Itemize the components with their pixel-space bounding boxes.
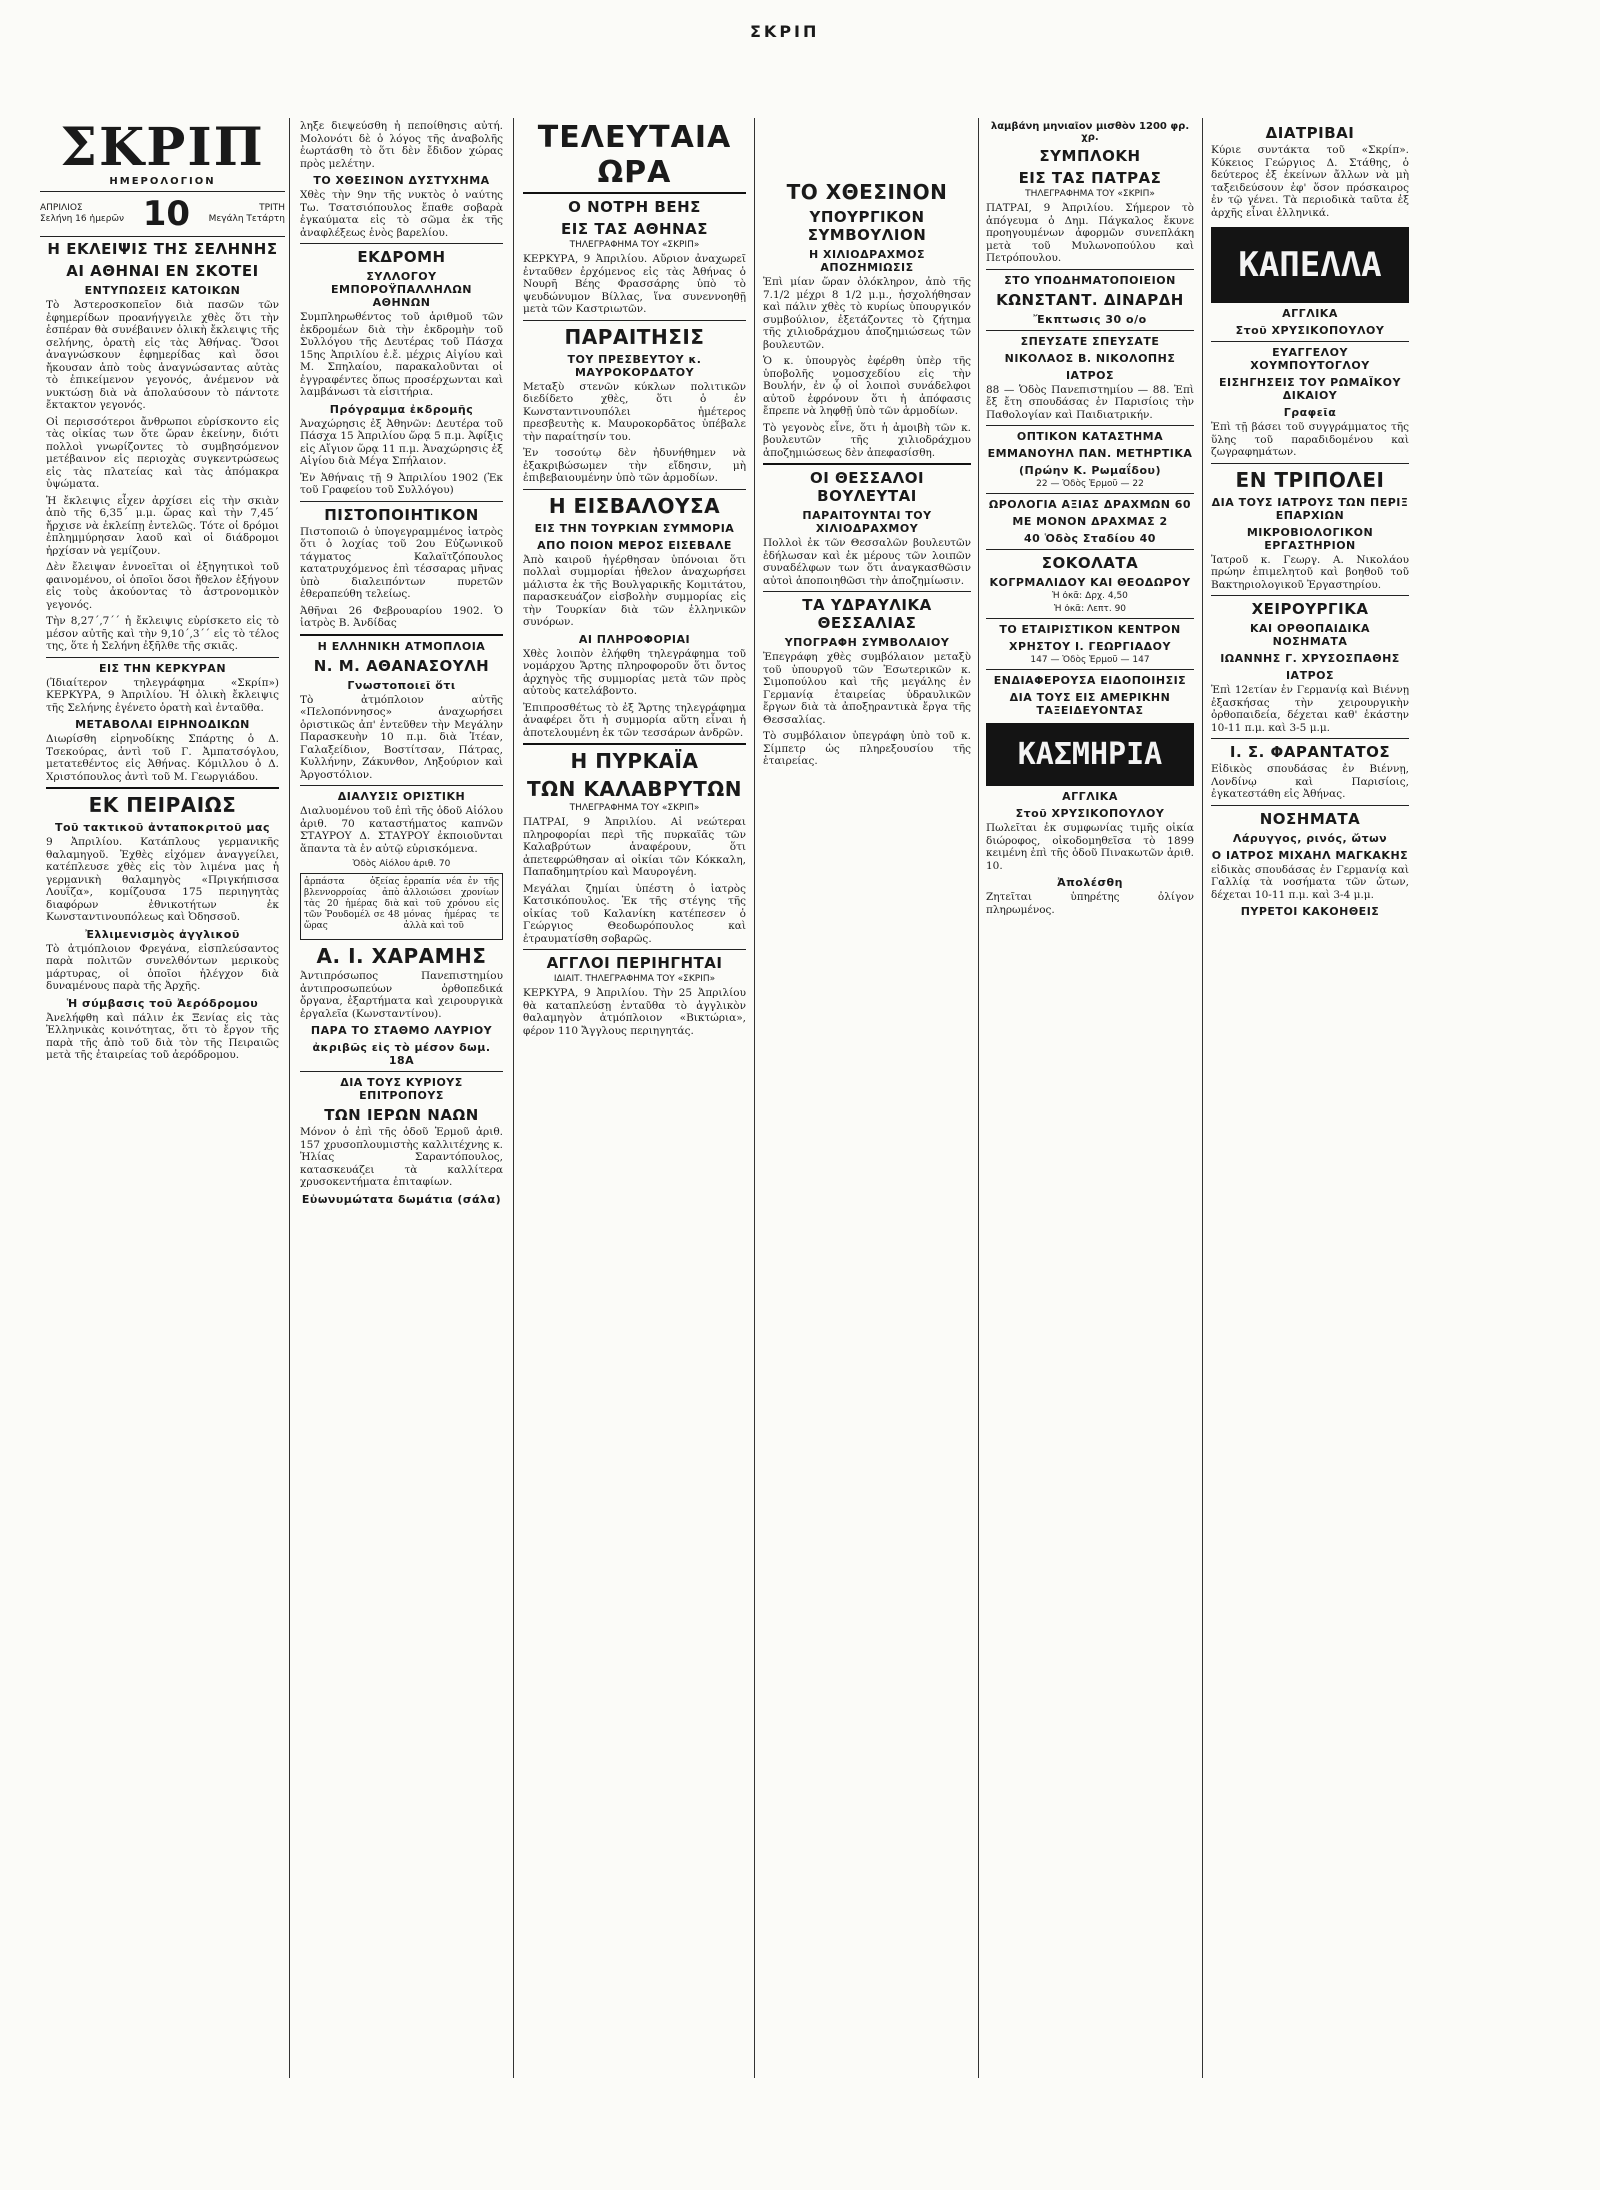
ad-headline: ΧΡΗΣΤΟΥ Ι. ΓΕΩΡΓΙΑΔΟΥ xyxy=(1009,640,1171,653)
column-6 xyxy=(1205,120,1415,2080)
masthead-moon: Σελήνη 16 ἡμερῶν xyxy=(40,214,125,224)
ad-paragraph: Ἰατροῦ κ. Γεωργ. Α. Νικολάου πρώην ἐπιμελητοῦ καὶ βοηθοῦ τοῦ Βακτηριολογικοῦ Ἐργαστηρίου. xyxy=(1211,553,1409,591)
price: Ἡ ὀκᾶ: Λεπτ. 90 xyxy=(1053,604,1127,614)
ad-headline: ΜΙΚΡΟΒΙΟΛΟΓΙΚΟΝ ΕΡΓΑΣΤΗΡΙΟΝ xyxy=(1246,525,1374,552)
article-paragraph: Ἡ ἔκλειψις εἶχεν ἀρχίσει εἰς τὴν σκιὰν ἀπὸ τῆς 6,35΄ μ.μ. ὥρας καὶ τὴν 7,45΄ ἤρχισε νὰ ἐκλείπῃ ἐντελῶς. Τότε οἱ δρόμοι ἐπλημμύρησαν λαοῦ καὶ οἱ διάδρομοι ἠρχίσαν νὰ γεμίζουν. xyxy=(46,494,279,557)
article-paragraph: Τὸ γεγονὸς εἶνε, ὅτι ἡ ἀμοιβὴ τῶν κ. βουλευτῶν τῆς χιλιοδράχμου ἀποζημιώσεως δὲν ἀπεφασίσθη. xyxy=(763,421,971,459)
masthead-date-row xyxy=(40,191,285,237)
dateline: ΙΔΙΑΙΤ. ΤΗΛΕΓΡΑΦΗΜΑ ΤΟΥ «ΣΚΡΙΠ» xyxy=(553,974,716,984)
subheadline: ΤΟΥ ΠΡΕΣΒΕΥΤΟΥ κ. ΜΑΥΡΟΚΟΡΔΑΤΟΥ xyxy=(567,352,702,379)
headline: ΤΩΝ ΙΕΡΩΝ ΝΑΩΝ xyxy=(324,1106,479,1124)
headline: ΤΟ ΧΘΕΣΙΝΟΝ xyxy=(786,180,948,204)
ad-headline: ΕΥΑΓΓΕΛΟΥ ΧΟΥΜΠΟΥΤΟΓΛΟΥ xyxy=(1250,346,1370,372)
subheadline: Ἐλλιμενισμὸς ἀγγλικοῦ xyxy=(85,927,240,941)
ad-headline: (Πρώην Κ. Ρωμαΐδου) xyxy=(1019,464,1161,477)
ad-headline: ΔΙΑ ΤΟΥΣ ΙΑΤΡΟΥΣ ΤΩΝ ΠΕΡΙΞ ΕΠΑΡΧΙΩΝ xyxy=(1211,495,1409,522)
article-paragraph: (Ἰδιαίτερον τηλεγράφημα «Σκρίπ») ΚΕΡΚΥΡΑ, 9 Ἀπριλίου. Ἡ ὁλικὴ ἔκλειψις τῆς Σελήνης ἐγένετο ὁρατὴ καὶ ἐνταῦθα. xyxy=(46,676,279,714)
headline: ΠΙΣΤΟΠΟΙΗΤΙΚΟΝ xyxy=(324,505,479,524)
article-paragraph: Ἐπεγράφη χθὲς συμβόλαιον μεταξὺ τοῦ ὑπουργοῦ τῶν Ἐσωτερικῶν κ. Σιμοπούλου καὶ τῆς μεγάλης ἐν Γερμανίᾳ ἑταιρείας ὑδραυλικῶν ἔργων διὰ τὰ ἀποξηραντικὰ ἔργα τῆς Θεσσαλίας. xyxy=(763,651,971,726)
address: 40 Ὁδὸς Σταδίου 40 xyxy=(1024,532,1156,545)
subheadline: ἀκριβῶς εἰς τὸ μέσον δωμ. 18Α xyxy=(312,1041,491,1067)
column-3 xyxy=(517,120,752,2080)
ad-headline: ΕΝ ΤΡΙΠΟΛΕΙ xyxy=(1235,467,1385,492)
ad-paragraph: 88 — Ὁδὸς Πανεπιστημίου — 88. Ἐπὶ ἔξ ἔτη σπουδάσας ἐν Παρισίοις τὴν Παθολογίαν καὶ Παιδιατρικήν. xyxy=(986,383,1194,421)
ad-text: ἀρπάστα ὀξείας βλεννορροίας ἀπὸ τὰς 20 ἡμέρας διὰ τῶν Ῥουδομέλ σε 48 ὥρας xyxy=(304,877,400,931)
article-paragraph: Δὲν ἔλειψαν ἐννοεῖται οἱ ἐξηγητικοὶ τοῦ φαινομένου, οἱ ὁποῖοι ὅσοι ἤθελον ἐξήγουν εἰς τοὺς ἀκούοντας τὸ ἀστρονομικὸν γεγονός. xyxy=(46,561,279,611)
column-rule xyxy=(289,118,290,2078)
address: Ὁδὸς Αἰόλου ἀριθ. 70 xyxy=(352,859,451,869)
price: Ἡ ὀκᾶ: Δρχ. 4,50 xyxy=(1052,591,1128,601)
headline: ΣΥΜΠΛΟΚΗ xyxy=(1039,147,1141,165)
article-paragraph: ΠΑΤΡΑΙ, 9 Ἀπριλίου. Αἱ νεώτεραι πληροφορίαι περὶ τῆς πυρκαϊᾶς τῶν Καλαβρύτων ἀναφέρουν, ὅτι ἀπετεφρώθησαν αἱ οἰκίαι τῶν Κόκκαλη, Παπαδημητρίου καὶ Μαυρογένη. xyxy=(523,816,746,878)
subheadline: ΣΥΛΛΟΓΟΥ ΕΜΠΟΡΟΫΠΑΛΛΗΛΩΝ ΑΘΗΝΩΝ xyxy=(331,270,472,309)
ad-headline: ΚΑΙ ΟΡΘΟΠΑΙΔΙΚΑ ΝΟΣΗΜΑΤΑ xyxy=(1249,622,1371,648)
subheadline: ΑΙ ΠΛΗΡΟΦΟΡΙΑΙ xyxy=(578,632,691,646)
ad-headline: ΝΟΣΗΜΑΤΑ xyxy=(1259,809,1361,828)
article-paragraph: ΠΑΤΡΑΙ, 9 Ἀπριλίου. Σήμερον τὸ ἀπόγευμα ὁ Δημ. Πάγκαλος ἔκυνε προηγουμένων ἀφορμῶν συνεπλάκη μετὰ τοῦ Μυλωνοπούλου καὶ Πετρόπουλου. xyxy=(986,202,1194,264)
ad-paragraph: Εἰδικὸς σπουδάσας ἐν Βιέννῃ, Λονδίνῳ καὶ Παρισίοις, ἐγκατεστάθη εἰς Ἀθήνας. xyxy=(1211,763,1409,800)
banner: ΤΕΛΕΥΤΑΙΑ ΩΡΑ xyxy=(523,120,746,194)
article-paragraph: Πιστοποιῶ ὁ ὑπογεγραμμένος ἰατρὸς ὅτι ὁ λοχίας τοῦ 2ου Εὐζωνικοῦ τάγματος Καλαϊτζόπουλος κατατρυχόμενος ἐπὶ τέσσαρας μῆνας ὑπὸ διαλειπόντων πυρετῶν ἐθεραπεύθη τελείως. xyxy=(300,525,503,600)
article-paragraph: Χθὲς λοιπὸν ἐλήφθη τηλεγράφημα τοῦ νομάρχου Ἄρτης πληροφοροῦν ὅτι ὄντος ἀρχηγὸς τῆς συμμορίας μετὰ τῶν πρὸς αὐτοὺς κατελάβοντο. xyxy=(523,647,746,697)
article-paragraph: Τὸ Ἀστεροσκοπεῖον διὰ πασῶν τῶν ἐφημερίδων προανήγγειλε χθὲς ὅτι τὴν ἑσπέραν θὰ συνέβαινεν ὁλικὴ ἔκλειψις τῆς σελήνης, ὁρατὴ εἰς τὰς Ἀθήνας. Ὅσοι ἀναγνώσκουν ἐφημερίδας καὶ ὅσοι ἤκουσαν ἀπὸ τοὺς ἀναγνώσαντας αὐτὰς τὸ ἐπικείμενον γεγονός, ἀνέμενον νὰ νυκτώσῃ διὰ νὰ ἀπολαύσουν τὸ πάντοτε ἔκτακτον γεγονός. xyxy=(46,299,279,411)
headline: ΕΙΣ ΤΑΣ ΠΑΤΡΑΣ xyxy=(1018,169,1162,187)
article-paragraph: Διωρίσθη εἰρηνοδίκης Σπάρτης ὁ Δ. Τσεκούρας, ἀντὶ τοῦ Γ. Ἀμπατσόγλου, μετατεθέντος εἰς Ἀθήνας. Κόμιλλου ὁ Δ. Χριστόπουλος ἀντὶ τοῦ Μ. Γεωργιάδου. xyxy=(46,733,279,783)
article-paragraph: Ἀνελήφθη καὶ πάλιν ἐκ Ξενίας εἰς τὰς Ἐλληνικὰς κοινότητας, ὅτι τὸ ἔργον τῆς παρὰ τῆς ἀπὸ τοῦ διὰ τὸν τῆς Πειραιῶς μετὰ τῆς ἐταιρείας τοῦ ἀερόδρομου. xyxy=(46,1011,279,1061)
article-paragraph: Ὁ κ. ὑπουργὸς ἐφέρθη ὑπὲρ τῆς ὑποβολῆς νομοσχεδίου εἰς τὴν Βουλήν, ἐν ᾧ οἱ λοιποὶ συνάδελφοι αὐτοῦ ἐφρόνουν ὅτι ἡ ἀπόφασις ἔπρεπε νὰ ληφθῇ ὑπὸ τῶν ἁρμοδίων. xyxy=(763,355,971,417)
article-paragraph: Ἐπιπροσθέτως τὸ ἐξ Ἄρτης τηλεγράφημα ἀναφέρει ὅτι ἡ συμμορία αὕτη εἶναι ἡ ἀποτελουμένη ἐκ τῶν τεσσάρων ἀνδρῶν. xyxy=(523,701,746,739)
article-paragraph: Ἀθῆναι 26 Φεβρουαρίου 1902. Ὁ ἰατρὸς Β. Ἀνδίδας xyxy=(300,604,503,629)
headline: ΜΕΤΑΒΟΛΑΙ ΕΙΡΗΝΟΔΙΚΩΝ xyxy=(75,718,250,731)
headline: Η ΕΚΛΕΙΨΙΣ ΤΗΣ ΣΕΛΗΝΗΣ xyxy=(47,240,278,258)
column-1 xyxy=(40,236,285,2076)
headline: ΟΙ ΘΕΣΣΑΛΟΙ ΒΟΥΛΕΥΤΑΙ xyxy=(809,469,925,505)
column-rule xyxy=(754,118,755,2078)
ad-headline: ΙΩΑΝΝΗΣ Γ. ΧΡΥΣΟΣΠΑΘΗΣ xyxy=(1220,652,1400,665)
dateline: ΤΗΛΕΓΡΑΦΗΜΑ ΤΟΥ «ΣΚΡΙΠ» xyxy=(569,240,700,250)
headline: ΔΙΑΤΡΙΒΑΙ xyxy=(1265,124,1355,142)
subheadline: Γνωστοποιεῖ ὅτι xyxy=(347,678,456,692)
ad-headline: Ι. Σ. ΦΑΡΑΝΤΑΤΟΣ xyxy=(1229,743,1391,761)
masthead-day-number: 10 xyxy=(142,194,191,234)
ad-headline: ΕΝΔΙΑΦΕΡΟΥΣΑ ΕΙΔΟΠΟΙΗΣΙΣ xyxy=(993,674,1187,687)
ad-paragraph: Πωλεῖται ἐκ συμφωνίας τιμῆς οἰκία διώροφος, οἰκοδομηθεῖσα τὸ 1899 κειμένη ἐπὶ τῆς ὁδοῦ Πινακωτῶν ἀριθ. 10. xyxy=(986,822,1194,872)
column-5 xyxy=(980,120,1200,2080)
headline: ΥΠΟΥΡΓΙΚΟΝ ΣΥΜΒΟΥΛΙΟΝ xyxy=(807,208,927,244)
ad-headline: ΚΩΝΣΤΑΝΤ. ΔΙΝΑΡΔΗ xyxy=(996,290,1184,309)
ad-headline: ΧΕΙΡΟΥΡΓΙΚΑ xyxy=(1251,600,1369,618)
ad-headline: Γραφεῖα xyxy=(1283,406,1337,419)
ad-headline: ΣΠΕΥΣΑΤΕ ΣΠΕΥΣΑΤΕ xyxy=(1020,334,1160,348)
article-paragraph: ληξε διεψεύσθη ἡ πεποίθησις αὐτή. Μολονότι δὲ ὁ λόγος τῆς ἀναβολῆς ἐωρτάσθη τὸ ὅτι δὲν ἔδιδον χώρας πρὸς μελέτην. xyxy=(300,120,503,170)
ad-headline: ΩΡΟΛΟΓΙΑ ΑΞΙΑΣ ΔΡΑΧΜΩΝ 60 xyxy=(988,498,1192,511)
article-paragraph: Συμπληρωθέντος τοῦ ἀριθμοῦ τῶν ἐκδρομέων διὰ τὴν ἐκδρομὴν τοῦ Συλλόγου τῆς Δευτέρας τοῦ Πάσχα 15ης Ἀπριλίου ἐ.ἔ. μέχρις Αἰγίου καὶ Μ. Σπηλαίου, παρακαλοῦνται οἱ ἐγγραφέντες ὅπως προσέρχωνται καὶ λαμβάνωσι τὰ εἰσιτήρια. xyxy=(300,311,503,398)
article-paragraph: Οἱ περισσότεροι ἄνθρωποι εὑρίσκοντο εἰς τὰς οἰκίας των ὅτε ὥραν ἐκείνην, διότι πολλοὶ γνωρίζοντες τὸ συμβησόμενον μετέβαινον εἰς περιοχὰς συγκεντρώσεως εἰς τὰς πλατείας καὶ τὰς ἀπόμακρα ὑψώματα. xyxy=(46,415,279,490)
headline: Η ΕΛΛΗΝΙΚΗ ΑΤΜΟΠΛΟΙΑ xyxy=(317,639,486,653)
masthead-month: ΑΠΡΙΛΙΟΣ xyxy=(40,203,83,213)
subheadline: Πρόγραμμα ἐκδρομῆς xyxy=(329,402,474,416)
masthead xyxy=(40,117,285,237)
headline: ΕΙΣ ΤΑΣ ΑΘΗΝΑΣ xyxy=(561,220,708,238)
headline: Ο ΝΟΤΡΗ ΒΕΗΣ xyxy=(568,198,701,216)
article-paragraph: Κύριε συντάκτα τοῦ «Σκρίπ». Κύκειος Γεώργιος Δ. Στάθης, ὁ δεύτερος ἐξ ἐκείνων ἄλλων νὰ μὴ ταξειδεύσουν ἐφ' ὅσον πρόσκαιρος ἐν τῷ γένει. Τὰ περιοδικὰ ταῦτα ἐξ ἀρχῆς εἶναι ἐλληνικά. xyxy=(1211,144,1409,219)
article-paragraph: ΚΕΡΚΥΡΑ, 9 Ἀπριλίου. Αὔριον ἀναχωρεῖ ἐνταῦθεν ἐρχόμενος εἰς τὰς Ἀθήνας ὁ Νουρῆ Βέης Φρασσάρης ὑπὸ τὸ ψευδώνυμον Βίλλας, ἵνα συνεννοηθῇ μετὰ τῶν Καστριωτῶν. xyxy=(523,253,746,315)
headline: ΑΓΓΛΟΙ ΠΕΡΙΗΓΗΤΑΙ xyxy=(546,954,723,972)
ad-headline: ΙΑΤΡΟΣ xyxy=(1065,368,1115,382)
headline: ΕΚΔΡΟΜΗ xyxy=(357,248,446,266)
subheadline: Τοῦ τακτικοῦ ἀνταποκριτοῦ μας xyxy=(54,821,270,834)
subheadline: ΑΠΟ ΠΟΙΟΝ ΜΕΡΟΣ ΕΙΣΕΒΑΛΕ xyxy=(537,538,732,552)
page-mark: ΣΚΡΙΠ xyxy=(750,22,820,41)
ad-headline: ΠΥΡΕΤΟΙ ΚΑΚΟΗΘΕΙΣ xyxy=(1240,905,1380,918)
ad-paragraph: Ζητεῖται ὑπηρέτης ὀλίγον πληρωμένος. xyxy=(986,891,1194,916)
ad-note: Ἔκπτωσις 30 ο/ο xyxy=(1033,312,1147,326)
article-paragraph: Ἐν τοσούτῳ δὲν ἠδυνήθημεν νὰ ἐξακριβώσωμεν τὴν εἴδησιν, μὴ ἐπιβεβαιουμένην ὑπὸ τῶν ἁρμοδίων. xyxy=(523,447,746,484)
article-paragraph: Μεγάλαι ζημίαι ὑπέστη ὁ ἰατρὸς Κατσικόπουλος. Ἐκ τῆς στέγης τῆς οἰκίας τοῦ Καλανίκη κατέπεσεν ὁ Γεώργιος Θεοδωρόπουλος καὶ ἐτραυματίσθη σοβαρῶς. xyxy=(523,882,746,945)
subheadline: ΕΙΣ ΤΗΝ ΤΟΥΡΚΙΑΝ ΣΥΜΜΟΡΙΑ xyxy=(534,521,735,535)
article-paragraph: Τὴν 8,27΄,7΄΄ ἡ ἔκλειψις εὑρίσκετο εἰς τὸ μέσον αὐτῆς καὶ τὴν 9,10΄,3΄΄ εἰς τὸ τέλος της, ὅτε ἡ Σελήνη ἐξῆλθε τῆς σκιᾶς. xyxy=(46,615,279,652)
headline: ΠΑΡΑΙΤΗΣΙΣ xyxy=(564,324,705,349)
article-paragraph: Διαλυομένου τοῦ ἐπὶ τῆς ὁδοῦ Αἰόλου ἀριθ. 70 καταστήματος καπνῶν ΣΤΑΥΡΟΥ Δ. ΣΤΑΥΡΟΥ ἐκποιοῦνται ἅπαντα τὰ ἐν αὐτῷ εὑρισκόμενα. xyxy=(300,805,503,855)
ad-headline: ΑΓΓΛΙΚΑ xyxy=(1062,790,1118,803)
subheadline: Ἡ σύμβασις τοῦ Ἀερόδρομου xyxy=(66,996,259,1010)
headline: Ν. Μ. ΑΘΑΝΑΣΟΥΛΗ xyxy=(313,656,490,675)
article-paragraph: Ἐν Ἀθήναις τῇ 9 Ἀπριλίου 1902 (Ἐκ τοῦ Γραφείου τοῦ Συλλόγου) xyxy=(300,471,503,496)
headline: ΤΩΝ ΚΑΛΑΒΡΥΤΩΝ xyxy=(526,777,743,801)
ad-headline: ΙΑΤΡΟΣ xyxy=(1285,669,1335,682)
ad-headline: ΕΙΣΗΓΗΣΕΙΣ ΤΟΥ ΡΩΜΑΪΚΟΥ ΔΙΚΑΙΟΥ xyxy=(1219,376,1401,402)
headline: Η ΕΙΣΒΑΛΟΥΣΑ xyxy=(548,493,721,518)
ad-headline: Λάρυγγος, ρινός, ὤτων xyxy=(1232,831,1388,845)
headline: ΑΙ ΑΘΗΝΑΙ ΕΝ ΣΚΟΤΕΙ xyxy=(66,262,259,280)
address: 147 — Ὁδὸς Ἑρμοῦ — 147 xyxy=(1030,655,1150,665)
ad-headline: ΣΟΚΟΛΑΤΑ xyxy=(1041,554,1139,572)
article-paragraph: Ἀντιπρόσωπος Πανεπιστημίου ἀντιπροσωπεύων ὀρθοπεδικά ὄργανα, ἐξαρτήματα καὶ χειρουργικὰ ἐργαλεῖα (Κωνσταντίνου). xyxy=(300,970,503,1020)
article-paragraph: Πολλοὶ ἐκ τῶν Θεσσαλῶν βουλευτῶν ἐδήλωσαν καὶ ἐκ μέρους τῶν λοιπῶν συναδέλφων των ὅτι ἀναγκασθῶσιν αὐτοὶ ἀποποιηθῶσι τὴν ἀποζημίωσιν. xyxy=(763,537,971,587)
headline: Η ΠΥΡΚΑΪΑ xyxy=(570,749,699,773)
dateline: ΤΗΛΕΓΡΑΦΗΜΑ ΤΟΥ «ΣΚΡΙΠ» xyxy=(1025,189,1155,199)
headline: ΕΙΣ ΤΗΝ ΚΕΡΚΥΡΑΝ xyxy=(98,661,227,675)
ad-paragraph: Ἐπὶ 12ετίαν ἐν Γερμανίᾳ καὶ Βιέννῃ ἐξασκήσας τὴν χειρουργικὴν ὀρθοπαιδεία, δέχεται καθ' ἑκάστην 10-11 π.μ. καὶ 3-5 μ.μ. xyxy=(1211,684,1409,734)
article-paragraph: ΚΕΡΚΥΡΑ, 9 Ἀπριλίου. Τὴν 25 Ἀπριλίου θὰ καταπλεύσῃ ἐνταῦθα τὸ ἀγγλικὸν θαλαμηγὸν ἀτμόπλοιον «Βικτώρια», φέρον 110 Ἄγγλους περιηγητάς. xyxy=(523,987,746,1037)
ad-headline: ΜΕ ΜΟΝΟΝ ΔΡΑΧΜΑΣ 2 xyxy=(1012,515,1168,528)
article-paragraph: Ἀπὸ καιροῦ ἠγέρθησαν ὑπόνοιαι ὅτι πολλαὶ συμμορίαι ἠθελον ἀναχωρήσει μάλιστα ἐκ τῆς Βουλγαρικῆς Κομιτάτου, παρασκευάζον εἰσβολὴν συμμορίας εἰς τὴν Τουρκίαν διὰ τῶν ἑλληνικῶν συνόρων. xyxy=(523,553,746,628)
ad-headline: Στοῦ ΧΡΥΣΙΚΟΠΟΥΛΟΥ xyxy=(1015,807,1165,820)
headline: ΤΑ ΥΔΡΑΥΛΙΚΑ ΘΕΣΣΑΛΙΑΣ xyxy=(802,596,932,632)
column-rule xyxy=(978,118,979,2078)
article-paragraph: Τὸ συμβόλαιον ὑπεγράφη ὑπὸ τοῦ κ. Σίμπετρ ὡς πληρεξουσίου τῆς ἑταιρείας. xyxy=(763,730,971,767)
ad-headline: Στοῦ ΧΡΥΣΙΚΟΠΟΥΛΟΥ xyxy=(1235,324,1385,337)
ad-paragraph: εἰδικὰς σπουδάσας ἐν Γερμανίᾳ καὶ Γαλλίᾳ τὰ νοσήματα τῶν ὤτων, δέχεται 10-11 π.μ. καὶ 3-4 μ.μ. xyxy=(1211,863,1409,901)
article-paragraph: Τὸ ἀτμόπλοιον αὐτῆς «Πελοπόννησος» ἀναχωρήσει ὁριστικῶς ἀπ' ἐντεῦθεν τὴν Μεγάλην Παρασκευὴν 10 π.μ. διὰ Ἰτέαν, Γαλαξείδιον, Βοστίτσαν, Πάτρας, Κυλλήνην, Ζάκυνθον, Ληξούριον καὶ Ἀργοστόλιον. xyxy=(300,693,503,781)
column-4 xyxy=(757,120,977,2080)
ad-text: ἐρραπία νέα ἐν τῆς ἀλλοιώσει χρονίων καὶ τοῦ χρόνου εἰς μόνας ἡμέρας τε ἀλλὰ καὶ τοῦ xyxy=(403,877,499,931)
subheadline: ΠΑΡΑΙΤΟΥΝΤΑΙ ΤΟΥ ΧΙΛΙΟΔΡΑΧΜΟΥ xyxy=(802,509,932,535)
article-paragraph: Ἐπὶ μίαν ὥραν ὁλόκληρον, ἀπὸ τῆς 7.1/2 μέχρι 8 1/2 μ.μ., ἠσχολήθησαν καὶ πάλιν χθὲς τὸ κυρίως ὑπουργικόν συμβούλιον, ἐξετάζοντες τὸ ζήτημα τῆς χιλιοδράχμου ἀποζημιώσεως τῶν βουλευτῶν. xyxy=(763,276,971,351)
article-paragraph: Τὸ ἀτμόπλοιον Φρεγάνα, εἰσπλεύσαντος παρὰ πολιτῶν συνελθόντων μερικοὺς μάρτυρας, οἱ ὁποῖοι ἠλέγχον διὰ δυναμένους παρὰ τῆς Ἀρχῆς. xyxy=(46,942,279,992)
ad-box xyxy=(300,873,503,940)
article-paragraph: Μεταξὺ στενῶν κύκλων πολιτικῶν διεδίδετο χθὲς, ὅτι ὁ ἐν Κωνσταντινουπόλει ἡμέτερος πρεσβευτὴς κ. Μαυροκορδᾶτος ὑπέβαλε τὴν παραίτησίν του. xyxy=(523,380,746,443)
ad-headline: ΕΜΜΑΝΟΥΗΛ ΠΑΝ. ΜΕΤΗΡΤΙΚΑ xyxy=(987,447,1193,460)
headline: Α. Ι. ΧΑΡΑΜΗΣ xyxy=(316,944,487,968)
ad-headline: ΚΟΓΡΜΑΛΙΔΟΥ ΚΑΙ ΘΕΟΔΩΡΟΥ xyxy=(989,576,1191,589)
ad-headline: ΟΠΤΙΚΟΝ ΚΑΤΑΣΤΗΜΑ xyxy=(1016,430,1164,443)
article-paragraph: Ἀναχώρησις ἐξ Ἀθηνῶν: Δευτέρα τοῦ Πάσχα 15 Ἀπριλίου ὥρᾳ 5 π.μ. Ἀφίξις εἰς Αἴγιον ὥρᾳ 11 π.μ. Ἀναχώρησις ἐξ Αἰγίου διὰ Μέγα Σπήλαιον. xyxy=(300,417,503,467)
subheadline: Εὐωνυμώτατα δωμάτια (σάλα) xyxy=(301,1192,502,1206)
ad-headline: ΤΟ ΕΤΑΙΡΙΣΤΙΚΟΝ ΚΕΝΤΡΟΝ xyxy=(999,623,1181,636)
article-paragraph: Μόνον ὁ ἐπὶ τῆς ὁδοῦ Ἑρμοῦ ἀριθ. 157 χρυσοπλουμιστὴς καλλιτέχνης κ. Ἠλίας Σαραντόπουλος, κατασκευάζει τὰ καλλίτερα χρυσοκεντήματα ἐπιταφίων. xyxy=(300,1126,503,1188)
ad-headline: ΔΙΑ ΤΟΥΣ ΕΙΣ ΑΜΕΡΙΚΗΝ ΤΑΞΕΙΔΕΥΟΝΤΑΣ xyxy=(1009,691,1171,717)
ad-paragraph: Ἐπὶ τῇ βάσει τοῦ συγγράμματος τῆς ὕλης τοῦ παραδιδομένου καὶ ζωγραφημάτων. xyxy=(1211,421,1409,458)
article-paragraph: 9 Ἀπριλίου. Κατάπλους γερμανικῆς θαλαμηγοῦ. Ἐχθὲς εἰχόμεν ἀναγγείλει, κατέπλευσε χθὲς εἰς τὸν λιμένα μας ἡ γερμανικὴ θαλαμηγὸς «Πριγκήπισσα Λουΐζα», κομίζουσα 175 περιηγητὰς διαφόρων ἐθνικοτήτων ἐκ Κωνσταντινουπόλεως καὶ Ὀδησσοῦ. xyxy=(46,836,279,923)
ad-headline: ΝΙΚΟΛΑΟΣ Β. ΝΙΚΟΛΟΠΗΣ xyxy=(1004,351,1176,365)
kapella-ad-block xyxy=(1211,227,1409,303)
subheadline: ΠΑΡΑ ΤΟ ΣΤΑΘΜΟ ΛΑΥΡΙΟΥ xyxy=(310,1024,493,1037)
masthead-week-label: Μεγάλη Τετάρτη xyxy=(208,214,285,224)
subheadline: ΥΠΟΓΡΑΦΗ ΣΥΜΒΟΛΑΙΟΥ xyxy=(784,636,950,649)
masthead-weekday: ΤΡΙΤΗ xyxy=(259,203,285,213)
kapella-ad-title: ΚΑΠΕΛΛΑ xyxy=(1238,245,1382,285)
dateline: ΤΗΛΕΓΡΑΦΗΜΑ ΤΟΥ «ΣΚΡΙΠ» xyxy=(569,803,700,813)
ad-headline: ΑΓΓΛΙΚΑ xyxy=(1282,307,1338,320)
headline: ΔΙΑ ΤΟΥΣ ΚΥΡΙΟΥΣ ΕΠΙΤΡΟΠΟΥΣ xyxy=(340,1076,463,1102)
column-rule xyxy=(1202,118,1203,2078)
ad-headline: ΣΤΟ ΥΠΟΔΗΜΑΤΟΠΟΙΕΙΟΝ xyxy=(1004,273,1176,287)
ad-headline: Ἀπολέσθη xyxy=(1057,876,1123,889)
masthead-subtitle: ΗΜΕΡΟΛΟΓΙΟΝ xyxy=(109,176,216,187)
article-paragraph: Χθὲς τὴν 9ην τῆς νυκτὸς ὁ ναύτης Τω. Τσατσιόπουλος ἔπαθε σοβαρὰ ἐγκαύματα εἰς τὸ σῶμα ἐκ τῆς ἀναφλέξεως ἑνὸς βαρελίου. xyxy=(300,189,503,239)
subheadline: Η ΧΙΛΙΟΔΡΑΧΜΟΣ ΑΠΟΖΗΜΙΩΣΙΣ xyxy=(809,248,925,274)
headline: ΕΚ ΠΕΙΡΑΙΩΣ xyxy=(88,793,237,817)
column-2 xyxy=(294,120,509,2080)
column-rule xyxy=(513,118,514,2078)
ad-headline: Ο ΙΑΤΡΟΣ ΜΙΧΑΗΛ ΜΑΓΚΑΚΗΣ xyxy=(1211,848,1409,862)
address: 22 — Ὁδὸς Ἑρμοῦ — 22 xyxy=(1036,479,1144,489)
headline: ΤΟ ΧΘΕΣΙΝΟΝ ΔΥΣΤΥΧΗΜΑ xyxy=(313,174,490,187)
kasmiria-ad-title: ΚΑΣΜΗΡΙΑ xyxy=(1017,737,1163,772)
kasmiria-ad-block xyxy=(986,723,1194,786)
note: λαμβάνη μηνιαῖον μισθὸν 1200 φρ. χρ. xyxy=(990,121,1190,143)
headline: ΔΙΑΛΥΣΙΣ ΟΡΙΣΤΙΚΗ xyxy=(337,790,466,803)
masthead-title: ΣΚΡΙΠ xyxy=(60,117,265,178)
subheadline: ΕΝΤΥΠΩΣΕΙΣ ΚΑΤΟΙΚΩΝ xyxy=(84,284,241,297)
